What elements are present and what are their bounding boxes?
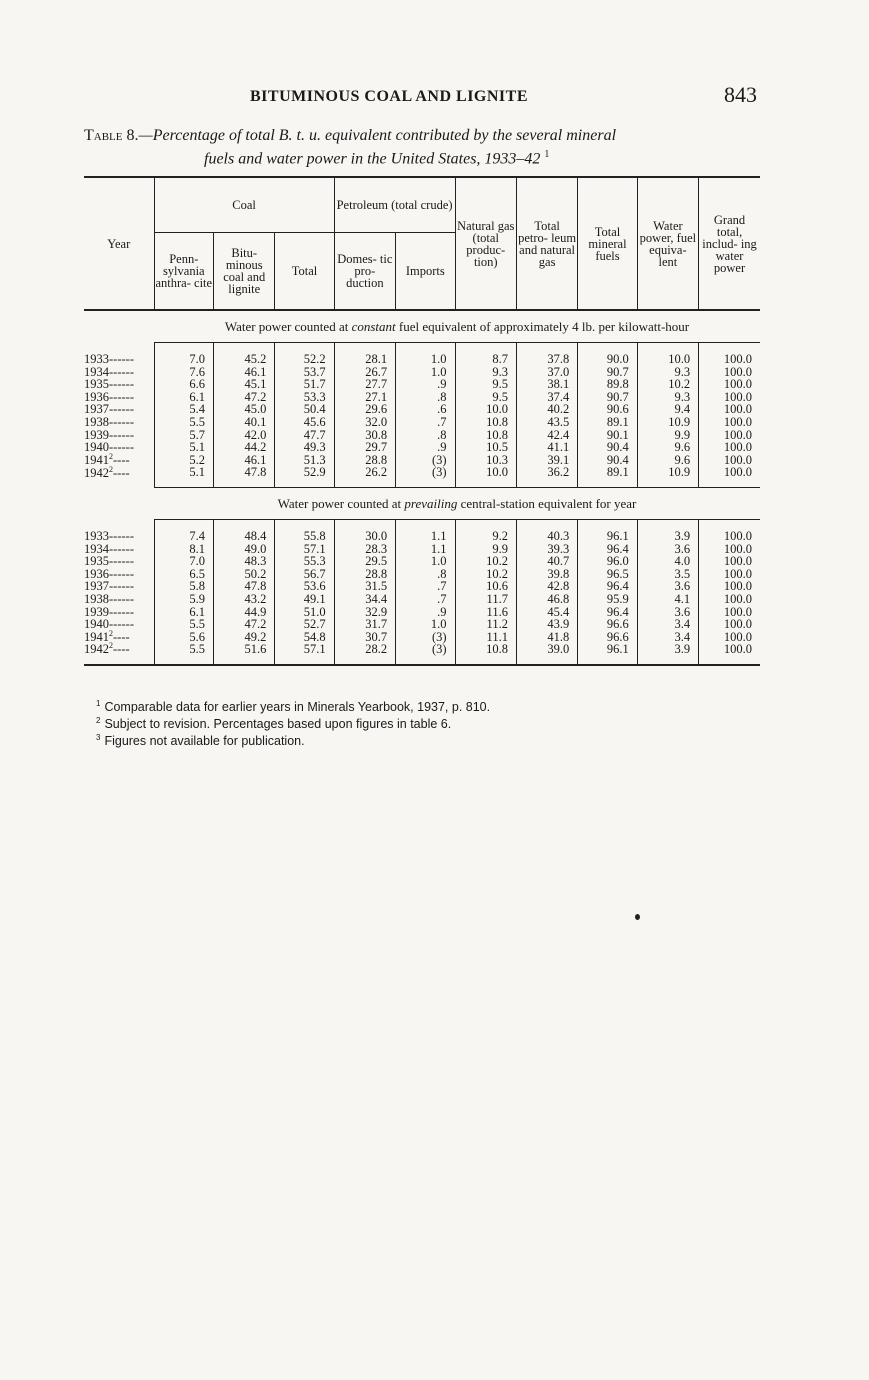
value-cell: 30.8: [334, 429, 395, 442]
ink-speck: [635, 914, 640, 920]
value-cell: (3): [396, 631, 455, 644]
value-cell: 9.9: [637, 429, 698, 442]
value-cell: 100.0: [699, 441, 760, 454]
col-imports: Imports: [396, 233, 455, 311]
value-cell: 7.6: [154, 366, 214, 379]
value-cell: .8: [396, 568, 455, 581]
footnote-ref: 2: [109, 628, 113, 638]
value-cell: 28.8: [334, 568, 395, 581]
col-bituminous: Bitu- minous coal and lignite: [214, 233, 275, 311]
value-cell: 100.0: [699, 429, 760, 442]
table-row: [84, 618, 760, 631]
value-cell: .8: [396, 391, 455, 404]
value-cell: .9: [396, 441, 455, 454]
value-cell: 43.5: [516, 416, 577, 429]
value-cell: .7: [396, 416, 455, 429]
value-cell: 10.8: [455, 429, 516, 442]
value-cell: 10.2: [455, 568, 516, 581]
value-cell: 50.4: [275, 403, 334, 416]
value-cell: 49.2: [214, 631, 275, 644]
value-cell: 39.8: [516, 568, 577, 581]
value-cell: .9: [396, 378, 455, 391]
data-table: [84, 176, 760, 666]
value-cell: 5.4: [154, 403, 214, 416]
value-cell: 3.6: [637, 580, 698, 593]
year-cell: 1942$^2$----: [84, 641, 130, 657]
table-row: [84, 631, 760, 644]
value-cell: 11.1: [455, 631, 516, 644]
col-water-power: Water power, fuel equiva- lent: [637, 177, 698, 310]
value-cell: 10.0: [637, 353, 698, 366]
table-row: [84, 593, 760, 606]
value-cell: 29.6: [334, 403, 395, 416]
year-cell: 1933------: [84, 528, 134, 543]
value-cell: 10.9: [637, 416, 698, 429]
value-cell: 5.9: [154, 593, 214, 606]
value-cell: 47.2: [214, 618, 275, 631]
value-cell: 57.1: [275, 543, 334, 556]
value-cell: 8.1: [154, 543, 214, 556]
value-cell: 10.0: [455, 466, 516, 487]
value-cell: 7.0: [154, 353, 214, 366]
year-cell: 1938------: [84, 591, 134, 606]
footnote: $^3$ Figures not available for publication.: [96, 733, 305, 749]
value-cell: 10.2: [455, 555, 516, 568]
year-cell: 1939------: [84, 604, 134, 619]
value-cell: .8: [396, 429, 455, 442]
year-cell: 1940------: [84, 617, 134, 632]
value-cell: 100.0: [699, 543, 760, 556]
table-row: [84, 441, 760, 454]
table-row: [84, 429, 760, 442]
col-grand-total: Grand total, includ- ing water power: [699, 177, 760, 310]
value-cell: 90.1: [578, 429, 637, 442]
value-cell: 6.1: [154, 391, 214, 404]
value-cell: 3.5: [637, 568, 698, 581]
value-cell: 31.5: [334, 580, 395, 593]
value-cell: 3.6: [637, 606, 698, 619]
value-cell: 100.0: [699, 366, 760, 379]
value-cell: 1.0: [396, 353, 455, 366]
value-cell: 10.0: [455, 403, 516, 416]
table-row: [84, 416, 760, 429]
value-cell: 53.7: [275, 366, 334, 379]
value-cell: 11.7: [455, 593, 516, 606]
value-cell: 40.7: [516, 555, 577, 568]
value-cell: 100.0: [699, 454, 760, 467]
value-cell: 100.0: [699, 353, 760, 366]
table-row: [84, 568, 760, 581]
value-cell: 89.1: [578, 416, 637, 429]
year-cell: 1941$^2$----: [84, 451, 130, 467]
value-cell: 5.5: [154, 643, 214, 665]
year-cell: 1935------: [84, 554, 134, 569]
year-cell: 1937------: [84, 579, 134, 594]
value-cell: 52.7: [275, 618, 334, 631]
value-cell: 28.3: [334, 543, 395, 556]
value-cell: 96.5: [578, 568, 637, 581]
value-cell: 100.0: [699, 606, 760, 619]
table-row: [84, 530, 760, 543]
value-cell: 45.4: [516, 606, 577, 619]
footnote: $^2$ Subject to revision. Percentages based upon figures in table 6.: [96, 716, 452, 732]
value-cell: .7: [396, 593, 455, 606]
table-row: [84, 555, 760, 568]
value-cell: 49.0: [214, 543, 275, 556]
value-cell: 100.0: [699, 618, 760, 631]
value-cell: 7.4: [154, 530, 214, 543]
value-cell: 5.1: [154, 441, 214, 454]
value-cell: 96.4: [578, 580, 637, 593]
value-cell: 89.1: [578, 466, 637, 487]
value-cell: 42.8: [516, 580, 577, 593]
col-group-coal: Coal: [154, 177, 334, 233]
value-cell: 100.0: [699, 530, 760, 543]
value-cell: 27.1: [334, 391, 395, 404]
value-cell: 31.7: [334, 618, 395, 631]
value-cell: 100.0: [699, 555, 760, 568]
footnote-ref: 2: [109, 641, 113, 651]
col-domestic: Domes- tic pro- duction: [334, 233, 395, 311]
value-cell: 1.1: [396, 530, 455, 543]
value-cell: 55.8: [275, 530, 334, 543]
value-cell: 11.6: [455, 606, 516, 619]
value-cell: 47.8: [214, 466, 275, 487]
value-cell: 96.4: [578, 606, 637, 619]
value-cell: 3.6: [637, 543, 698, 556]
value-cell: 45.1: [214, 378, 275, 391]
value-cell: 10.9: [637, 466, 698, 487]
value-cell: 1.0: [396, 366, 455, 379]
value-cell: 51.0: [275, 606, 334, 619]
value-cell: 45.6: [275, 416, 334, 429]
year-cell: 1935------: [84, 377, 134, 392]
value-cell: 10.2: [637, 378, 698, 391]
value-cell: 9.3: [455, 366, 516, 379]
table-label: Table 8.: [84, 127, 139, 144]
value-cell: 29.5: [334, 555, 395, 568]
value-cell: 10.3: [455, 454, 516, 467]
value-cell: 4.0: [637, 555, 698, 568]
value-cell: 96.6: [578, 631, 637, 644]
value-cell: 39.3: [516, 543, 577, 556]
value-cell: 42.0: [214, 429, 275, 442]
value-cell: 47.8: [214, 580, 275, 593]
col-total-mineral: Total mineral fuels: [578, 177, 637, 310]
value-cell: 29.7: [334, 441, 395, 454]
value-cell: 28.1: [334, 353, 395, 366]
value-cell: 48.4: [214, 530, 275, 543]
value-cell: 100.0: [699, 416, 760, 429]
value-cell: 10.5: [455, 441, 516, 454]
value-cell: 26.7: [334, 366, 395, 379]
value-cell: 28.2: [334, 643, 395, 665]
value-cell: 5.8: [154, 580, 214, 593]
value-cell: 100.0: [699, 593, 760, 606]
value-cell: 100.0: [699, 378, 760, 391]
value-cell: 100.0: [699, 403, 760, 416]
value-cell: 46.8: [516, 593, 577, 606]
value-cell: 51.6: [214, 643, 275, 665]
value-cell: 96.4: [578, 543, 637, 556]
value-cell: 44.9: [214, 606, 275, 619]
value-cell: 89.8: [578, 378, 637, 391]
value-cell: 37.4: [516, 391, 577, 404]
value-cell: 47.7: [275, 429, 334, 442]
value-cell: 96.0: [578, 555, 637, 568]
value-cell: 5.6: [154, 631, 214, 644]
col-anthracite: Penn- sylvania anthra- cite: [154, 233, 214, 311]
year-cell: 1934------: [84, 541, 134, 556]
value-cell: 46.1: [214, 366, 275, 379]
table-row: [84, 543, 760, 556]
value-cell: 40.2: [516, 403, 577, 416]
value-cell: (3): [396, 454, 455, 467]
value-cell: 96.6: [578, 618, 637, 631]
col-group-petroleum: Petroleum (total crude): [334, 177, 455, 233]
table-row: [84, 580, 760, 593]
value-cell: 30.0: [334, 530, 395, 543]
table-row: [84, 391, 760, 404]
value-cell: 9.2: [455, 530, 516, 543]
value-cell: 96.1: [578, 643, 637, 665]
value-cell: 6.1: [154, 606, 214, 619]
value-cell: 44.2: [214, 441, 275, 454]
section-spacer: [84, 487, 154, 519]
value-cell: 9.4: [637, 403, 698, 416]
value-cell: 7.0: [154, 555, 214, 568]
value-cell: 41.1: [516, 441, 577, 454]
page-number: 843: [724, 82, 757, 107]
table-head: [84, 177, 760, 310]
value-cell: 3.9: [637, 530, 698, 543]
section-title: Water power counted at constant fuel equivalent of approximately 4 lb. per kilowatt-hour: [154, 310, 760, 343]
value-cell: 37.0: [516, 366, 577, 379]
value-cell: 37.8: [516, 353, 577, 366]
value-cell: 100.0: [699, 568, 760, 581]
value-cell: 10.6: [455, 580, 516, 593]
value-cell: 26.2: [334, 466, 395, 487]
running-title: BITUMINOUS COAL AND LIGNITE: [250, 88, 528, 105]
caption-line-1: —Percentage of total B. t. u. equivalent contributed by the several mineral: [138, 127, 617, 144]
value-cell: 54.8: [275, 631, 334, 644]
value-cell: 90.4: [578, 441, 637, 454]
value-cell: (3): [396, 466, 455, 487]
value-cell: 28.8: [334, 454, 395, 467]
value-cell: 96.1: [578, 530, 637, 543]
value-cell: 5.5: [154, 618, 214, 631]
caption-line-2: [84, 145, 764, 168]
col-total-petroleum-gas: Total petro- leum and natural gas: [516, 177, 577, 310]
value-cell: 9.6: [637, 441, 698, 454]
caption-footnote-ref: 1: [544, 149, 550, 160]
footnotes: [96, 697, 756, 748]
value-cell: 3.9: [637, 643, 698, 665]
value-cell: 39.0: [516, 643, 577, 665]
value-cell: 41.8: [516, 631, 577, 644]
value-cell: 48.3: [214, 555, 275, 568]
value-cell: 8.7: [455, 353, 516, 366]
year-cell: 1936------: [84, 566, 134, 581]
value-cell: 90.7: [578, 391, 637, 404]
value-cell: 49.1: [275, 593, 334, 606]
value-cell: 9.5: [455, 378, 516, 391]
page-header: [0, 82, 869, 112]
value-cell: 52.9: [275, 466, 334, 487]
year-cell: 1940------: [84, 440, 134, 455]
value-cell: 6.6: [154, 378, 214, 391]
value-cell: 55.3: [275, 555, 334, 568]
value-cell: 53.6: [275, 580, 334, 593]
section-title: Water power counted at prevailing central-station equivalent for year: [154, 487, 760, 519]
year-cell: 1939------: [84, 427, 134, 442]
table-caption: [84, 126, 764, 168]
table-row: [84, 378, 760, 391]
value-cell: 43.9: [516, 618, 577, 631]
footnote-ref: 2: [109, 464, 113, 474]
value-cell: 27.7: [334, 378, 395, 391]
value-cell: 45.0: [214, 403, 275, 416]
value-cell: 57.1: [275, 643, 334, 665]
value-cell: 3.4: [637, 618, 698, 631]
footnote-ref: 2: [109, 451, 113, 461]
caption-line-2-text: fuels and water power in the United States, 1933–42: [204, 150, 541, 168]
value-cell: 40.1: [214, 416, 275, 429]
value-cell: 39.1: [516, 454, 577, 467]
value-cell: 34.4: [334, 593, 395, 606]
value-cell: 5.7: [154, 429, 214, 442]
footnote: $^1$ Comparable data for earlier years in Minerals Yearbook, 1937, p. 810.: [96, 699, 491, 715]
value-cell: 52.2: [275, 353, 334, 366]
value-cell: 56.7: [275, 568, 334, 581]
value-cell: 6.5: [154, 568, 214, 581]
value-cell: 40.3: [516, 530, 577, 543]
section-spacer: [84, 310, 154, 343]
year-cell: 1938------: [84, 414, 134, 429]
table-row: [84, 366, 760, 379]
value-cell: 9.3: [637, 391, 698, 404]
value-cell: .7: [396, 580, 455, 593]
value-cell: 90.7: [578, 366, 637, 379]
table-row: [84, 643, 760, 665]
col-natural-gas: Natural gas (total produc- tion): [455, 177, 516, 310]
value-cell: 9.5: [455, 391, 516, 404]
value-cell: 43.2: [214, 593, 275, 606]
value-cell: 10.8: [455, 643, 516, 665]
year-cell: 1936------: [84, 389, 134, 404]
value-cell: 100.0: [699, 466, 760, 487]
section-prevailing: [84, 487, 760, 664]
value-cell: 32.0: [334, 416, 395, 429]
value-cell: 100.0: [699, 391, 760, 404]
value-cell: 9.9: [455, 543, 516, 556]
table-row: [84, 353, 760, 366]
value-cell: 95.9: [578, 593, 637, 606]
table-row: [84, 454, 760, 467]
value-cell: 100.0: [699, 580, 760, 593]
year-cell: 1942$^2$----: [84, 464, 130, 480]
table-row: [84, 466, 760, 487]
value-cell: 50.2: [214, 568, 275, 581]
value-cell: 38.1: [516, 378, 577, 391]
value-cell: 51.3: [275, 454, 334, 467]
value-cell: 100.0: [699, 643, 760, 665]
value-cell: 45.2: [214, 353, 275, 366]
year-cell: 1933------: [84, 352, 134, 366]
value-cell: (3): [396, 643, 455, 665]
value-cell: 36.2: [516, 466, 577, 487]
year-cell: 1934------: [84, 364, 134, 379]
table-row: [84, 403, 760, 416]
value-cell: 1.0: [396, 555, 455, 568]
value-cell: 32.9: [334, 606, 395, 619]
value-cell: 10.8: [455, 416, 516, 429]
value-cell: 3.4: [637, 631, 698, 644]
value-cell: 42.4: [516, 429, 577, 442]
value-cell: 1.1: [396, 543, 455, 556]
value-cell: 5.1: [154, 466, 214, 487]
value-cell: 100.0: [699, 631, 760, 644]
col-year: Year: [84, 177, 154, 310]
value-cell: 46.1: [214, 454, 275, 467]
col-coal-total: Total: [275, 233, 334, 311]
value-cell: .9: [396, 606, 455, 619]
section-constant: [84, 310, 760, 487]
value-cell: 4.1: [637, 593, 698, 606]
value-cell: 30.7: [334, 631, 395, 644]
value-cell: 90.6: [578, 403, 637, 416]
value-cell: 49.3: [275, 441, 334, 454]
year-cell: 1941$^2$----: [84, 628, 130, 644]
value-cell: 51.7: [275, 378, 334, 391]
value-cell: 47.2: [214, 391, 275, 404]
value-cell: 9.3: [637, 366, 698, 379]
value-cell: 5.2: [154, 454, 214, 467]
value-cell: 90.4: [578, 454, 637, 467]
value-cell: 53.3: [275, 391, 334, 404]
value-cell: .6: [396, 403, 455, 416]
value-cell: 1.0: [396, 618, 455, 631]
table-row: [84, 606, 760, 619]
value-cell: 5.5: [154, 416, 214, 429]
value-cell: 11.2: [455, 618, 516, 631]
value-cell: 9.6: [637, 454, 698, 467]
value-cell: 90.0: [578, 353, 637, 366]
year-cell: 1937------: [84, 402, 134, 417]
